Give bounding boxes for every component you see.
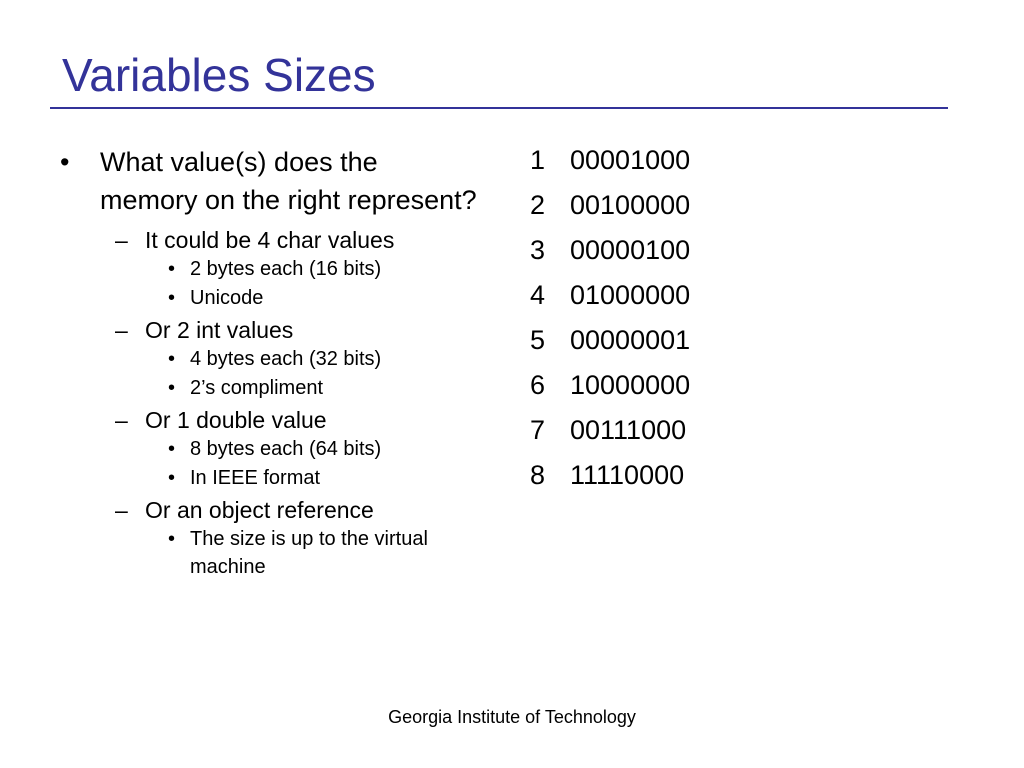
memory-bits: 01000000 (570, 280, 691, 310)
title-divider (50, 107, 948, 109)
bullet-marker: • (168, 377, 176, 399)
memory-bits: 00000001 (570, 325, 691, 355)
sub-bullet-text: It could be 4 char values (145, 227, 395, 253)
memory-address: 7 (530, 415, 546, 445)
sub-bullet-text: Or an object reference (145, 497, 374, 523)
memory-bits: 11110000 (570, 460, 685, 490)
memory-listing (530, 140, 690, 500)
bullet-marker: • (168, 438, 176, 460)
memory-row (530, 455, 690, 500)
detail-bullet-text: 8 bytes each (64 bits) (190, 438, 382, 460)
memory-address: 4 (530, 280, 546, 310)
dash-marker: – (115, 407, 128, 433)
sub-bullet-text: Or 2 int values (145, 317, 294, 343)
detail-bullet-text: The size is up to the virtual machine (190, 528, 428, 578)
detail-bullet (60, 374, 480, 403)
memory-bits: 00111000 (570, 415, 687, 445)
bullet-marker: • (168, 287, 176, 309)
bullet-marker: • (60, 147, 70, 177)
memory-address: 2 (530, 190, 546, 220)
memory-address: 8 (530, 460, 546, 490)
memory-address: 3 (530, 235, 546, 265)
bullet-list (60, 143, 480, 581)
memory-bits: 00100000 (570, 190, 691, 220)
memory-row (530, 140, 690, 185)
memory-bits: 00000100 (570, 235, 691, 265)
detail-bullet-text: Unicode (190, 287, 264, 309)
detail-bullet (60, 435, 480, 464)
slide-footer: Georgia Institute of Technology (388, 707, 636, 727)
sub-bullet-double-value (60, 405, 480, 435)
detail-bullet-text: 2 bytes each (16 bits) (190, 258, 382, 280)
memory-row (530, 365, 690, 410)
detail-bullet-text: 2’s compliment (190, 377, 324, 399)
detail-bullet (60, 464, 480, 493)
memory-address: 5 (530, 325, 546, 355)
main-bullet (60, 143, 480, 219)
memory-row (530, 185, 690, 230)
bullet-marker: • (168, 258, 176, 280)
dash-marker: – (115, 497, 128, 523)
memory-address: 6 (530, 370, 546, 400)
sub-bullet-object-reference (60, 495, 480, 525)
memory-row (530, 230, 690, 275)
detail-bullet (60, 284, 480, 313)
detail-bullet-text: In IEEE format (190, 467, 321, 489)
bullet-marker: • (168, 467, 176, 489)
memory-bits: 10000000 (570, 370, 691, 400)
slide-title: Variables Sizes (62, 49, 376, 101)
memory-row (530, 320, 690, 365)
detail-bullet (60, 255, 480, 284)
sub-bullet-int-values (60, 315, 480, 345)
memory-address: 1 (530, 145, 546, 175)
detail-bullet (60, 525, 450, 581)
detail-bullet (60, 345, 480, 374)
sub-bullet-char-values (60, 225, 480, 255)
dash-marker: – (115, 227, 128, 253)
bullet-marker: • (168, 528, 176, 550)
memory-row (530, 275, 690, 320)
bullet-marker: • (168, 348, 176, 370)
sub-bullet-text: Or 1 double value (145, 407, 327, 433)
memory-row (530, 410, 690, 455)
detail-bullet-text: 4 bytes each (32 bits) (190, 348, 382, 370)
main-bullet-text: What value(s) does the memory on the right represent? (100, 147, 477, 215)
dash-marker: – (115, 317, 128, 343)
memory-bits: 00001000 (570, 145, 691, 175)
